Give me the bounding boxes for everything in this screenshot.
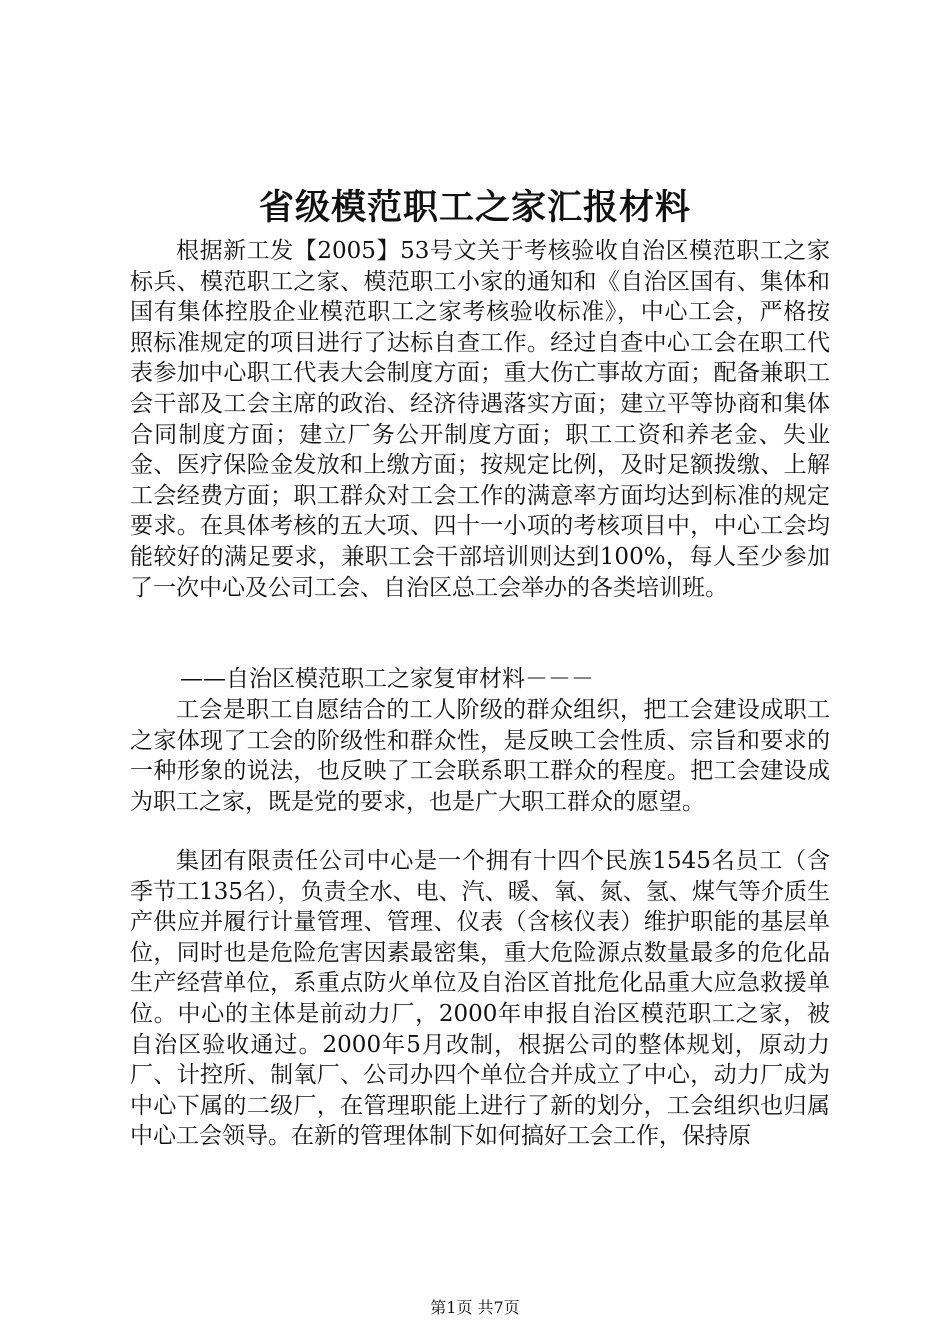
body-section-1 xyxy=(130,236,830,603)
section-subheading: ——自治区模范职工之家复审材料－－－ xyxy=(180,666,594,692)
paragraph-1: 根据新工发【2005】53号文关于考核验收自治区模范职工之家标兵、模范职工之家、模范职工小家的通知和《自治区国有、集体和国有集体控股企业模范职工之家考核验收标准》，中心工会，严格按照标准规定的项目进行了达标自查工作。经过自查中心工会在职工代表参加中心职工代表大会制度方面；重大伤亡事故方面；配备兼职工会干部及工会主席的政治、经济待遇落实方面；建立平等协商和集体合同制度方面；建立厂务公开制度方面；职工工资和养老金、失业金、医疗保险金发放和上缴方面；按规定比例，及时足额拨缴、上解工会经费方面；职工群众对工会工作的满意率方面均达到标准的规定要求。在具体考核的五大项、四十一小项的考核项目中，中心工会均能较好的满足要求，兼职工会干部培训则达到100%，每人至少参加了一次中心及公司工会、自治区总工会举办的各类培训班。 xyxy=(130,238,830,601)
body-section-2 xyxy=(130,695,830,817)
paragraph-3: 集团有限责任公司中心是一个拥有十四个民族1545名员工（含季节工135名），负责全水、电、汽、暖、氧、氮、氢、煤气等介质生产供应并履行计量管理、管理、仪表（含核仪表）维护职能的基层单位，同时也是危险危害因素最密集，重大危险源点数量最多的危化品生产经营单位，系重点防火单位及自治区首批危化品重大应急救援单位。中心的主体是前动力厂，2000年申报自治区模范职工之家，被自治区验收通过。2000年5月改制，根据公司的整体规划，原动力厂、计控所、制氧厂、公司办四个单位合并成立了中心，动力厂成为中心下属的二级厂，在管理职能上进行了新的划分，工会组织也归属中心工会领导。在新的管理体制下如何搞好工会工作，保持原 xyxy=(130,848,830,1150)
page-footer: 第1页 共7页 xyxy=(430,1298,520,1317)
document-title: 省级模范职工之家汇报材料 xyxy=(258,188,691,228)
paragraph-2: 工会是职工自愿结合的工人阶级的群众组织，把工会建设成职工之家体现了工会的阶级性和群众性，是反映工会性质、宗旨和要求的一种形象的说法，也反映了工会联系职工群众的程度。把工会建设成为职工之家，既是党的要求，也是广大职工群众的愿望。 xyxy=(130,697,830,815)
body-section-3 xyxy=(130,846,830,1152)
